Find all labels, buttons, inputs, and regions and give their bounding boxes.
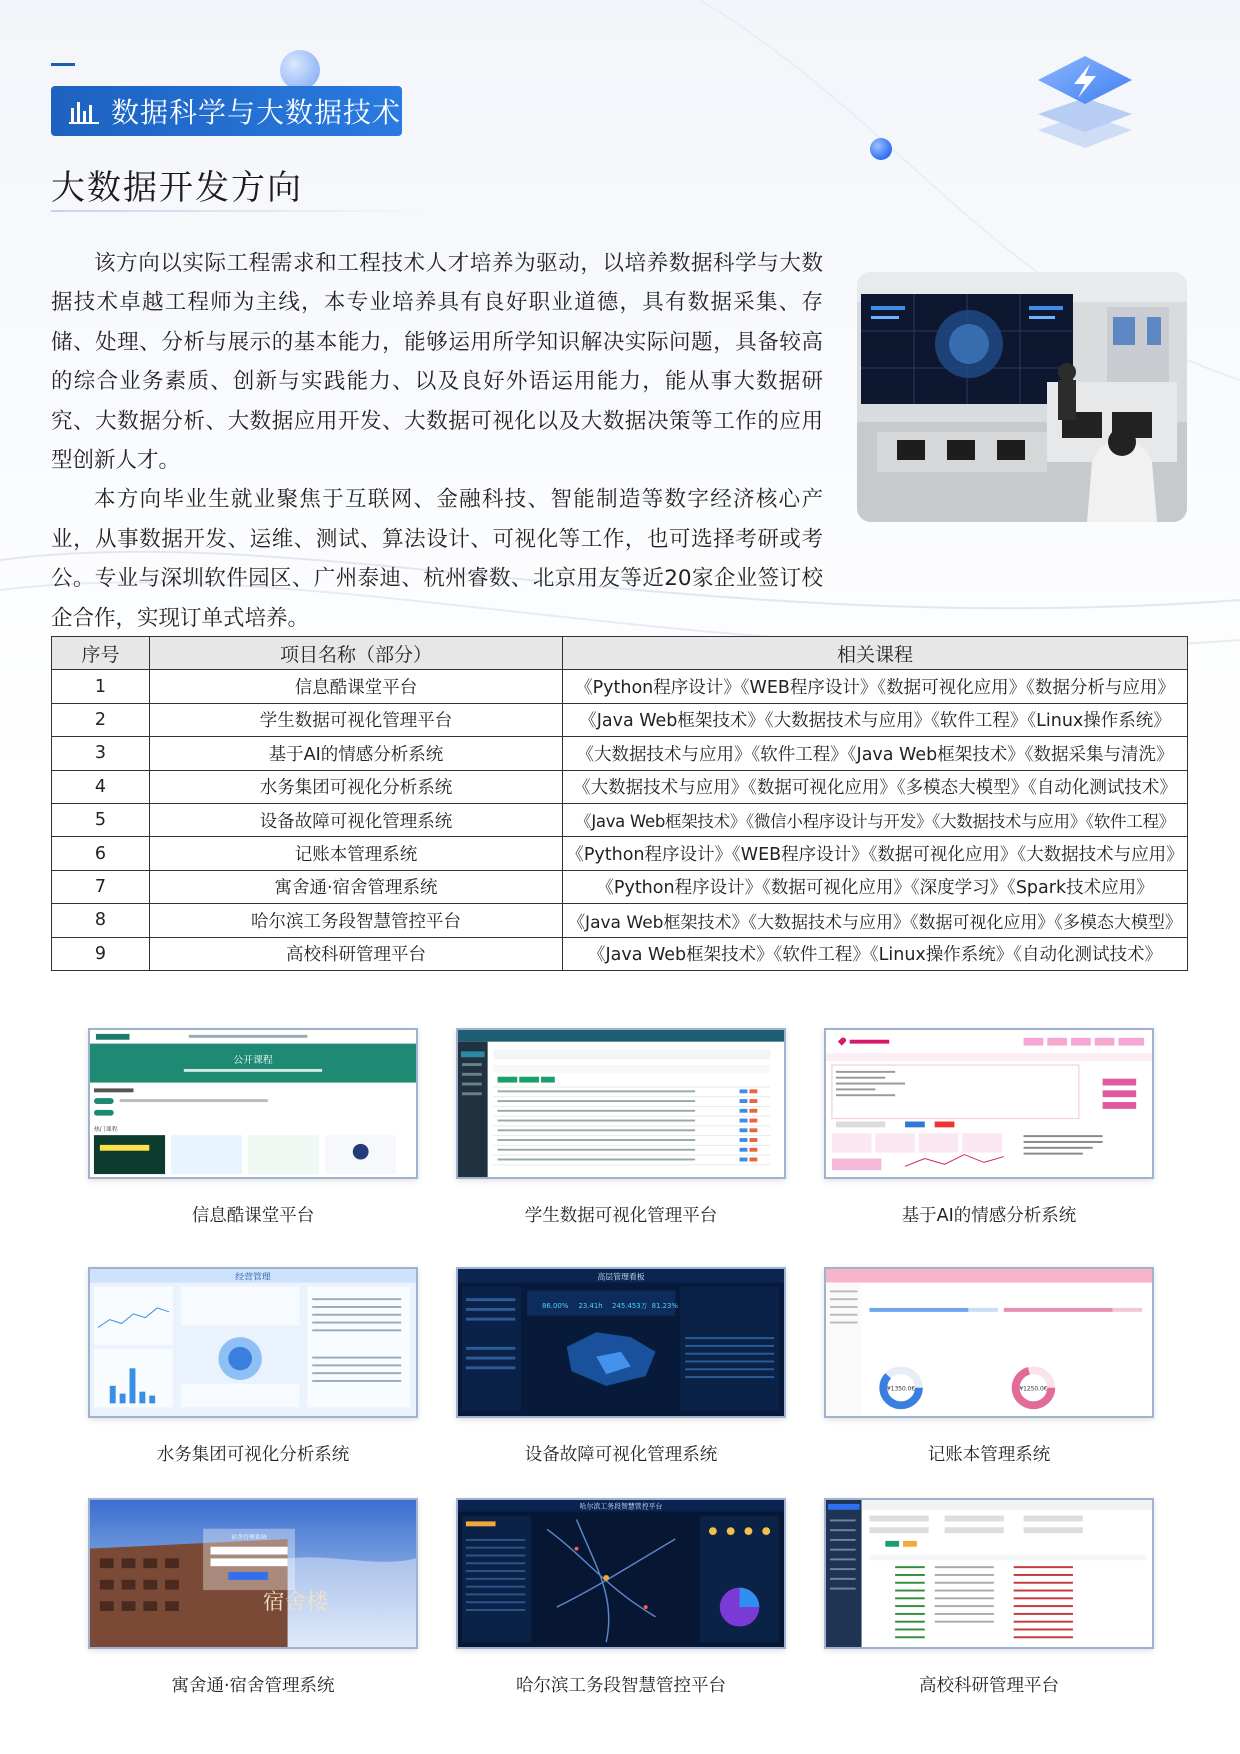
row-number: 2 — [52, 703, 150, 736]
related-courses: 《Java Web框架技术》《软件工程》《Linux操作系统》《自动化测试技术》 — [563, 937, 1188, 970]
table-header-row — [52, 637, 1188, 670]
project-name: 记账本管理系统 — [150, 837, 563, 870]
layers-lightning-icon — [1030, 52, 1140, 152]
table-row — [52, 870, 1188, 903]
project-screenshot — [456, 1028, 786, 1179]
project-name: 学生数据可视化管理平台 — [150, 703, 563, 736]
gallery-caption: 学生数据可视化管理平台 — [524, 1206, 718, 1226]
gallery-caption: 高校科研管理平台 — [919, 1676, 1059, 1696]
intro-paragraph-1: 该方向以实际工程需求和工程技术人才培养为驱动，以培养数据科学与大数据技术卓越工程师为主线，本专业培养具有良好职业道德，具有数据采集、存储、处理、分析与展示的基本能力，能够运用所学知识解决实际问题，具备较高的综合业务素质、创新与实践能力、以及良好外语运用能力，能从事大数据研究、大数据分析、大数据应用开发、大数据可视化以及大数据决策等工作的应用型创新人才。 — [51, 251, 823, 474]
screen-title: 公开课程 — [233, 1055, 273, 1067]
project-screenshot — [824, 1028, 1154, 1179]
project-name: 高校科研管理平台 — [150, 937, 563, 970]
bar-chart-icon — [69, 98, 99, 124]
gallery-caption: 水务集团可视化分析系统 — [156, 1445, 350, 1465]
screen-title: 哈尔滨工务段智慧管控平台 — [579, 1502, 663, 1511]
table-row — [52, 770, 1188, 803]
gallery-caption: 寓舍通·宿舍管理系统 — [171, 1676, 335, 1696]
stat-value: 23.41h — [578, 1301, 603, 1310]
project-screenshot — [824, 1498, 1154, 1649]
gallery-caption: 基于AI的情感分析系统 — [901, 1206, 1077, 1226]
page-title: 大数据开发方向 — [51, 168, 303, 208]
table-header: 序号 — [52, 637, 150, 670]
table-row — [52, 703, 1188, 736]
screen-title: 宿舍管理系统 — [231, 1534, 267, 1541]
gallery-caption: 信息酷课堂平台 — [191, 1206, 315, 1226]
stat-value: 245.453万 — [612, 1301, 648, 1310]
screen-title: 高层管理看板 — [597, 1272, 645, 1282]
table-header: 项目名称（部分） — [150, 637, 563, 670]
row-number: 7 — [52, 870, 150, 903]
donut-value: ¥1250.0€ — [1019, 1386, 1048, 1393]
badge-title: 数据科学与大数据技术 — [111, 96, 402, 129]
project-name: 水务集团可视化分析系统 — [150, 770, 563, 803]
table-header: 相关课程 — [563, 637, 1188, 670]
decorative-orb — [280, 50, 320, 90]
project-name: 哈尔滨工务段智慧管控平台 — [150, 904, 563, 937]
related-courses: 《Python程序设计》《WEB程序设计》《数据可视化应用》《数据分析与应用》 — [563, 670, 1188, 703]
screen-title: 经营管理 — [235, 1272, 271, 1283]
project-screenshot — [88, 1028, 418, 1179]
stat-value: 81.23% — [651, 1301, 678, 1310]
classroom-photo — [857, 272, 1187, 522]
donut-value: ¥1350.0€ — [886, 1386, 916, 1393]
building-sign: 宿舍楼 — [262, 1590, 329, 1615]
row-number: 5 — [52, 803, 150, 836]
gallery-caption: 设备故障可视化管理系统 — [524, 1445, 718, 1465]
related-courses: 《Python程序设计》《WEB程序设计》《数据可视化应用》《大数据技术与应用》 — [563, 837, 1188, 870]
project-name: 基于AI的情感分析系统 — [150, 737, 563, 770]
row-number: 8 — [52, 904, 150, 937]
table-row — [52, 937, 1188, 970]
title-underline — [51, 210, 431, 212]
row-number: 9 — [52, 937, 150, 970]
intro-text — [51, 244, 823, 638]
project-screenshot — [88, 1498, 418, 1649]
related-courses: 《Python程序设计》《数据可视化应用》《深度学习》《Spark技术应用》 — [563, 870, 1188, 903]
top-accent-dash — [51, 63, 75, 66]
table-row — [52, 803, 1188, 836]
project-course-table — [51, 636, 1188, 971]
table-row — [52, 670, 1188, 703]
table-row — [52, 904, 1188, 937]
table-row — [52, 737, 1188, 770]
row-number: 1 — [52, 670, 150, 703]
related-courses: 《Java Web框架技术》《大数据技术与应用》《软件工程》《Linux操作系统》 — [563, 703, 1188, 736]
project-screenshot — [824, 1267, 1154, 1418]
row-number: 3 — [52, 737, 150, 770]
stat-value: 86.00% — [541, 1301, 569, 1310]
gallery-caption: 哈尔滨工务段智慧管控平台 — [516, 1676, 726, 1696]
section-badge — [51, 86, 402, 136]
row-number: 6 — [52, 837, 150, 870]
decorative-orb — [870, 138, 892, 160]
related-courses: 《大数据技术与应用》《软件工程》《Java Web框架技术》《数据采集与清洗》 — [563, 737, 1188, 770]
project-screenshot — [88, 1267, 418, 1418]
project-screenshot — [456, 1267, 786, 1418]
intro-paragraph-2: 本方向毕业生就业聚焦于互联网、金融科技、智能制造等数字经济核心产业，从事数据开发、运维、测试、算法设计、可视化等工作，也可选择考研或考公。专业与深圳软件园区、广州泰迪、杭州睿数、北京用友等近20家企业签订校企合作，实现订单式培养。 — [51, 487, 823, 631]
related-courses: 《Java Web框架技术》《微信小程序设计与开发》《大数据技术与应用》《软件工程》 — [563, 803, 1188, 836]
project-name: 设备故障可视化管理系统 — [150, 803, 563, 836]
project-name: 寓舍通·宿舍管理系统 — [150, 870, 563, 903]
table-row — [52, 837, 1188, 870]
hot-courses-label: 热门课程 — [93, 1127, 118, 1134]
related-courses: 《Java Web框架技术》《大数据技术与应用》《数据可视化应用》《多模态大模型》 — [563, 904, 1188, 937]
gallery-caption: 记账本管理系统 — [927, 1445, 1051, 1465]
project-screenshot — [456, 1498, 786, 1649]
row-number: 4 — [52, 770, 150, 803]
project-name: 信息酷课堂平台 — [150, 670, 563, 703]
related-courses: 《大数据技术与应用》《数据可视化应用》《多模态大模型》《自动化测试技术》 — [563, 770, 1188, 803]
